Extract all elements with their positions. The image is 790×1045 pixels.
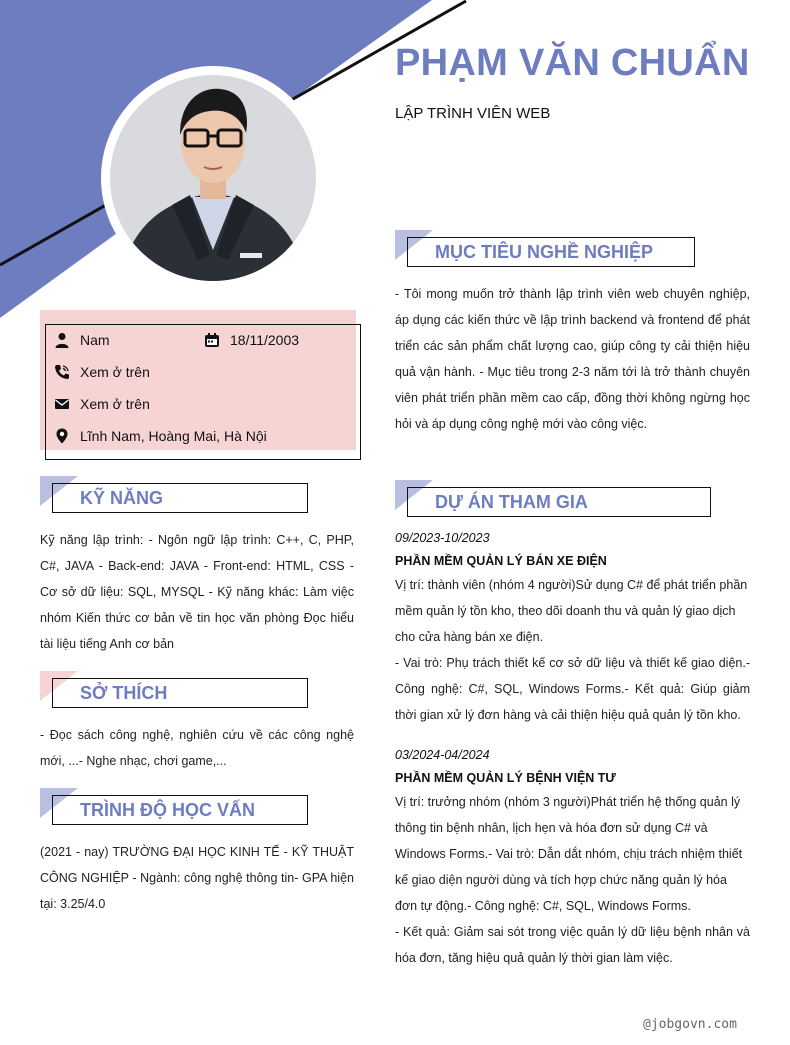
contact-gender (54, 332, 110, 348)
profile-photo (101, 66, 325, 290)
project-1-desc-line1: Vị trí: thành viên (nhóm 4 người)Sử dụng C# để phát triển phần mềm quản lý tồn kho, theo dõi doanh thu và quản lý giao dịch cho cửa hàng bán xe điện. (395, 578, 748, 644)
contact-address (54, 428, 267, 444)
calendar-icon (204, 332, 220, 348)
birthday-value: 18/11/2003 (230, 332, 300, 348)
contact-birthday (204, 332, 299, 348)
email-value: Xem ở trên (80, 396, 150, 412)
project-2-desc-line1: Vị trí: trưởng nhóm (nhóm 3 người)Phát triển hệ thống quản lý thông tin bệnh nhân, lịch hẹn và hóa đơn sử dụng C# và Windows Forms.- Vai trò: Dẫn dắt nhóm, chịu trách nhiệm thiết kế giao diện người dùng và tích hợp chức năng quản lý hóa đơn tự động.- Công nghệ: C#, SQL, Windows Forms. (395, 795, 743, 913)
gender-value: Nam (80, 332, 110, 348)
envelope-icon (54, 396, 70, 412)
objective-text: - Tôi mong muốn trở thành lập trình viên web chuyên nghiệp, áp dụng các kiến thức về lập trình backend và frontend để phát triển các sản phẩm chất lượng cao, giúp công ty cải thiện hiệu quả vận hành. - Mục tiêu trong 2-3 năm tới là trở thành chuyên viên phát triển phần mềm cao cấp, đồng thời không ngừng học hỏi và áp dụng công nghệ mới vào công việc. (395, 287, 750, 431)
address-value: Lĩnh Nam, Hoàng Mai, Hà Nội (80, 428, 267, 444)
project-2-date: 03/2024-04/2024 (395, 748, 490, 762)
skills-text: Kỹ năng lập trình: - Ngôn ngữ lập trình: C++, C, PHP, C#, JAVA - Back-end: JAVA - Front-end: HTML, CSS - Cơ sở dữ liệu: SQL, MYSQL - Kỹ năng khác: Làm việc nhóm Kiến thức cơ bản về tin học văn phòng Đọc hiểu tài liệu tiếng Anh cơ bản (40, 533, 354, 651)
watermark: @jobgovn.com (643, 1017, 737, 1032)
project-1-title: PHẦN MỀM QUẢN LÝ BÁN XE ĐIỆN (395, 554, 607, 568)
projects-title: DỰ ÁN THAM GIA (435, 492, 588, 512)
location-pin-icon (54, 428, 70, 444)
phone-value: Xem ở trên (80, 364, 150, 380)
project-2-desc-line2: - Kết quả: Giảm sai sót trong việc quản lý dữ liệu bệnh nhân và hóa đơn, tăng hiệu quả quản lý thời gian làm việc. (395, 925, 750, 965)
project-1-desc-line2: - Vai trò: Phụ trách thiết kế cơ sở dữ liệu và thiết kế giao diện.- Công nghệ: C#, SQL, Windows Forms.- Kết quả: Giúp giảm thời gian xử lý đơn hàng và cải thiện hiệu quả quản lý tồn kho. (395, 656, 750, 722)
objective-title: MỤC TIÊU NGHỀ NGHIỆP (435, 242, 654, 262)
phone-icon (54, 364, 70, 380)
project-1-date: 09/2023-10/2023 (395, 531, 490, 545)
contact-phone (54, 364, 150, 380)
project-2-title: PHẦN MỀM QUẢN LÝ BỆNH VIỆN TƯ (395, 771, 616, 785)
candidate-name: PHẠM VĂN CHUẨN (395, 42, 750, 84)
hobbies-title: SỞ THÍCH (80, 683, 168, 703)
project-2-description (395, 789, 750, 971)
skills-title: KỸ NĂNG (80, 488, 164, 508)
contact-email (54, 396, 150, 412)
avatar-illustration (110, 75, 316, 281)
user-icon (54, 332, 70, 348)
project-1-description (395, 572, 750, 728)
education-text: (2021 - nay) TRƯỜNG ĐẠI HỌC KINH TẾ - KỸ THUẬT CÔNG NGHIỆP - Ngành: công nghệ thông tin- GPA hiện tại: 3.25/4.0 (40, 845, 354, 911)
hobbies-text: - Đọc sách công nghệ, nghiên cứu về các công nghệ mới, ...- Nghe nhạc, chơi game,... (40, 728, 354, 768)
candidate-role: LẬP TRÌNH VIÊN WEB (395, 105, 551, 122)
education-title: TRÌNH ĐỘ HỌC VẤN (80, 800, 255, 820)
